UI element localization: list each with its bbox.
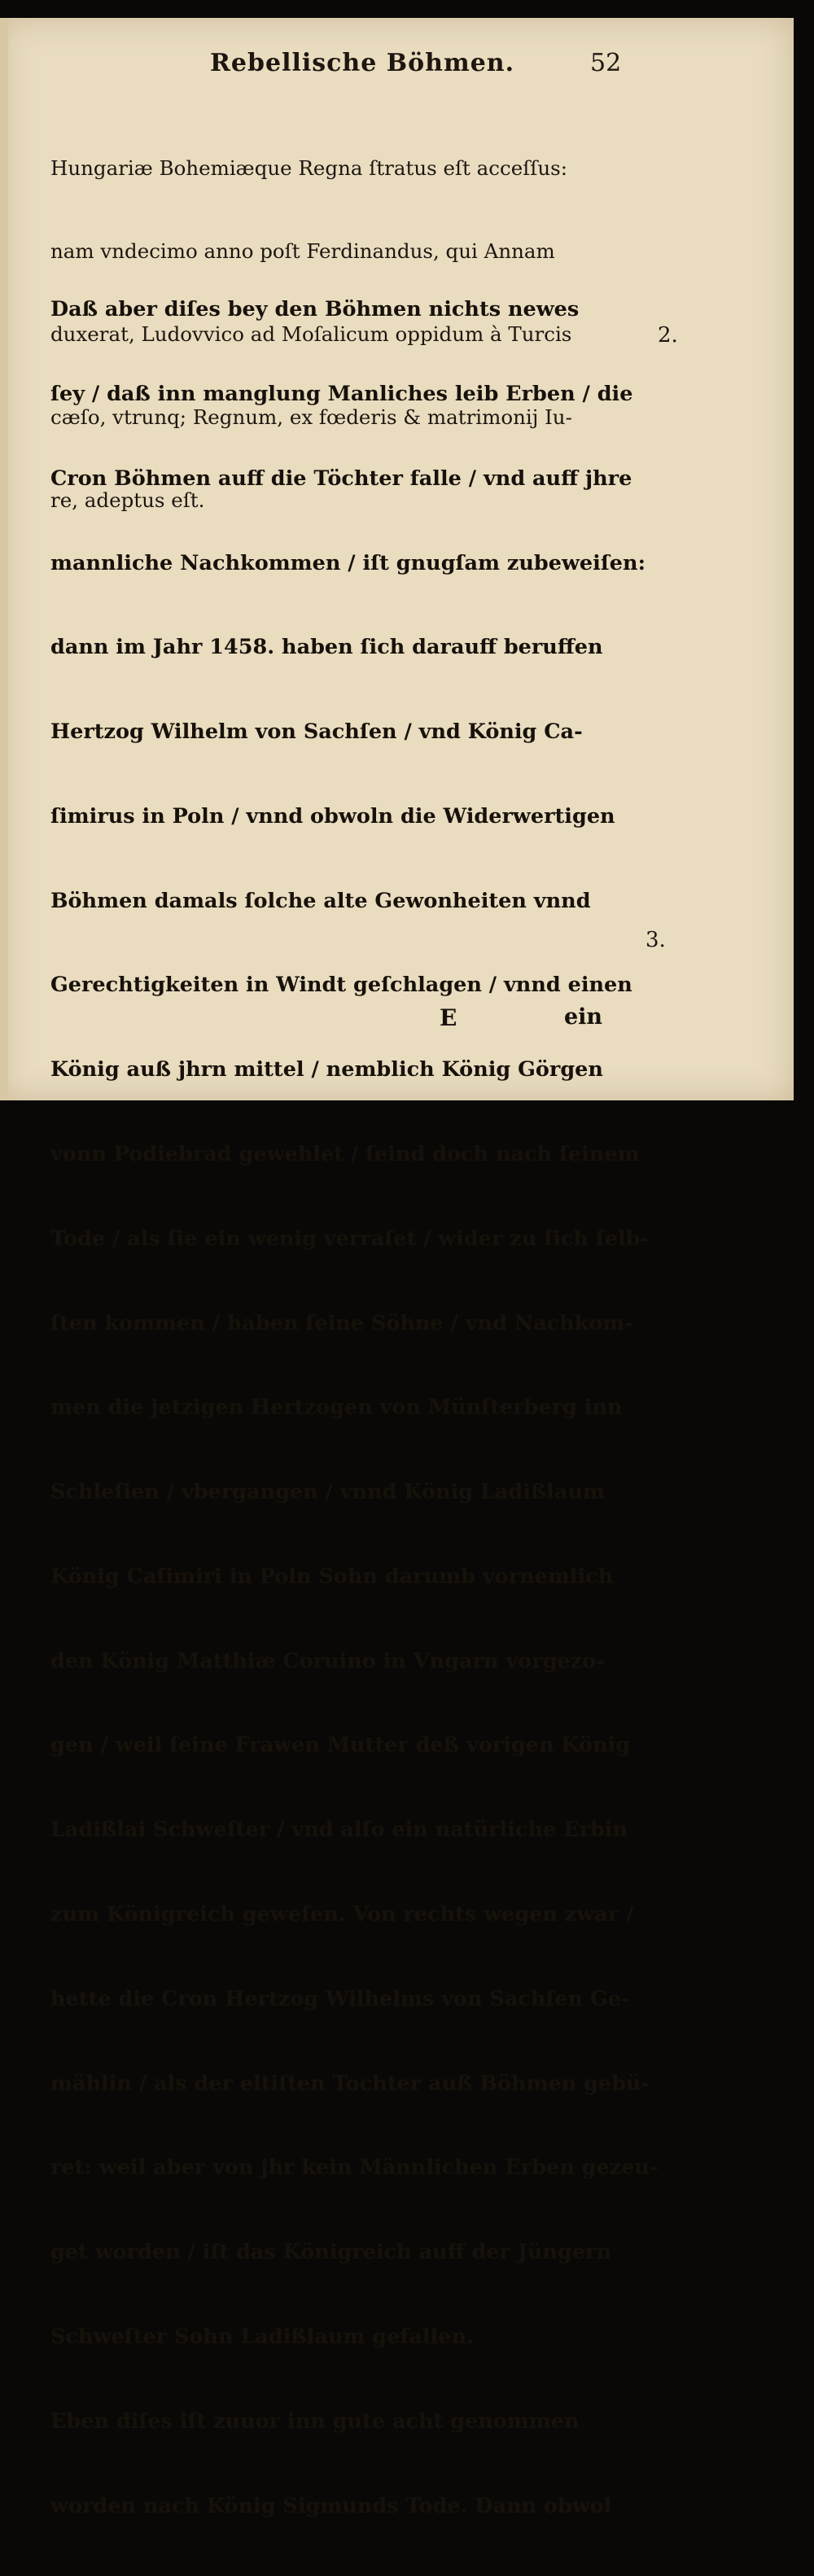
- text-line: ſimirus in Poln / vnnd obwoln die Widerwertigen: [50, 803, 615, 829]
- text-line: nam vndecimo anno poſt Ferdinandus, qui Annam: [50, 239, 555, 263]
- page-edge: [0, 18, 8, 1100]
- text-line: Ladißlai Schweſter / vnd alſo ein natürliche Erbin: [50, 1817, 628, 1843]
- text-line: König auß jhrn mittel / nemblich König Görgen: [50, 1057, 603, 1082]
- text-line: Eben diſes iſt zuuor inn gute acht genommen: [50, 2408, 580, 2434]
- text-line: zum Königreich geweſen. Von rechts wegen zwar /: [50, 1902, 634, 1927]
- text-line: den König Matthiæ Coruino in Vngarn vorgezo-: [50, 1648, 605, 1673]
- german-paragraph: [50, 239, 659, 2576]
- signature-mark: E: [440, 1004, 457, 1031]
- text-line: Hungariæ Bohemiæque Regna ſtratus eſt acceſſus:: [50, 156, 567, 180]
- text-line: Hertzog Wilhelm von Sachſen / vnd König Ca-: [50, 719, 583, 745]
- text-line: ſten kommen / haben ſeine Söhne / vnd Nachkom-: [50, 1310, 633, 1336]
- text-line: hette die Cron Hertzog Wilhelms von Sachſen Ge-: [50, 1986, 630, 2011]
- text-line: worden nach König Sigmunds Tode. Dann obwol: [50, 2493, 612, 2518]
- text-line: Schleſien / vbergangen / vnnd König Ladißlaum: [50, 1480, 605, 1505]
- text-line: duxerat, Ludovvico ad Moſalicum oppidum à Turcis: [50, 322, 572, 346]
- text-line: mannliche Nachkommen / iſt gnugſam zubeweiſen:: [50, 550, 646, 575]
- margin-note: 2.: [658, 323, 678, 348]
- book-page: [0, 18, 794, 2518]
- text-line: Tode / als ſie ein wenig verraſet / wider zu ſich ſelb-: [50, 1226, 650, 1251]
- text-line: Schweſter Sohn Ladißlaum gefallen.: [50, 2324, 474, 2349]
- catchword: ein: [564, 1004, 603, 1030]
- text-line: Böhmen damals ſolche alte Gewonheiten vnnd: [50, 888, 591, 913]
- text-line: ret: weil aber von jhr kein Männlichen Erben gezeu-: [50, 2155, 659, 2180]
- text-line: König Caſimiri in Poln Sohn darumb vornemlich: [50, 1564, 614, 1589]
- text-line: cæſo, vtrunq; Regnum, ex fœderis & matrimonij Iu-: [50, 405, 572, 429]
- text-line: gen / weil ſeine Frawen Mutter deß vorigen König: [50, 1733, 631, 1758]
- text-line: mählin / als der eltiſten Tochter auß Böhmen gebü-: [50, 2071, 650, 2096]
- text-line: men die jetzigen Hertzogen von Münſterberg inn: [50, 1395, 623, 1420]
- text-line: dann im Jahr 1458. haben ſich darauff beruffen: [50, 635, 603, 660]
- text-line: vonn Podiebrad gewehlet / ſeind doch nach ſeinem: [50, 1142, 640, 1166]
- text-line: ſey / daß inn manglung Manliches leib Erben / die: [50, 381, 633, 406]
- page-header: [0, 49, 794, 81]
- text-line: re, adeptus eſt.: [50, 488, 205, 512]
- text-line: get worden / iſt das Königreich auff der Jüngern: [50, 2240, 612, 2265]
- text-line: Cron Böhmen auff die Töchter falle / vnd auff jhre: [50, 466, 632, 491]
- text-line: Gerechtigkeiten in Windt geſchlagen / vnnd einen: [50, 973, 632, 998]
- page-number: 52: [590, 49, 622, 77]
- page-footer: [0, 1004, 794, 1037]
- margin-note: 3.: [646, 928, 666, 952]
- running-head: Rebellische Böhmen.: [210, 49, 515, 77]
- text-line: Daß aber diſes bey den Böhmen nichts newes: [50, 297, 580, 322]
